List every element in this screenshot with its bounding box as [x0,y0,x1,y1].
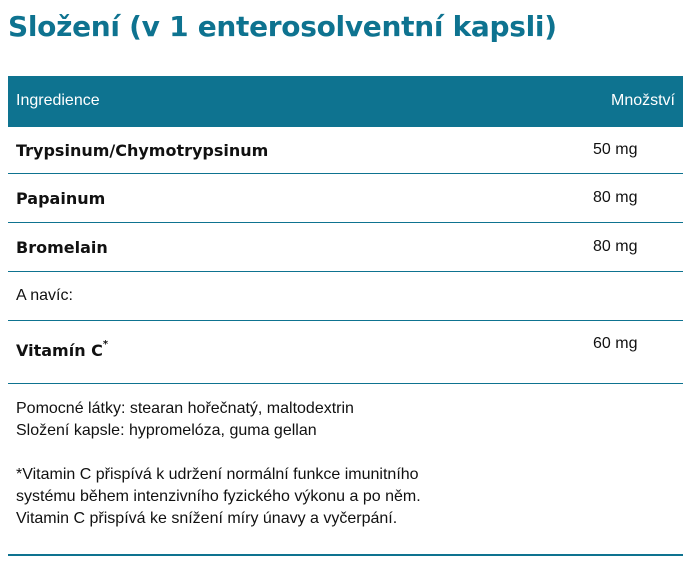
vitamin-name: Vitamín C [16,341,103,360]
table-row [8,174,683,223]
header-amount: Množství [610,91,675,109]
footnote-line: Vitamin C přispívá ke snížení míry únavy a vyčerpání. [16,510,398,527]
vitamin-name-cell [16,341,108,360]
page-title: Složení (v 1 enterosolventní kapsli) [8,10,557,43]
excipients-note: Pomocné látky: stearan hořečnatý, maltodextrin [16,400,354,417]
table-row [8,125,683,174]
header-ingredient: Ingredience [16,91,100,109]
ingredient-name: Trypsinum/Chymotrypsinum [16,140,269,160]
ingredient-name: Bromelain [16,237,108,257]
notes-gap [16,442,675,464]
extra-label: A navíc: [16,287,73,304]
ingredient-amount: 50 mg [593,141,638,158]
table-row [8,223,683,272]
capsule-note: Složení kapsle: hypromelóza, guma gellan [16,422,317,439]
footnote-line: systému během intenzivního fyzického výkonu a po něm. [16,488,421,505]
footnote-marker: * [102,339,109,350]
ingredient-amount: 80 mg [593,189,638,206]
footnote-line: *Vitamin C přispívá k udržení normální funkce imunitního [16,466,419,483]
vitamin-row [8,321,683,384]
ingredient-amount: 80 mg [593,238,638,255]
composition-table [8,76,683,556]
extra-label-row [8,272,683,321]
notes-section [8,384,683,556]
table-header [8,76,683,125]
vitamin-amount: 60 mg [593,335,638,352]
ingredient-name: Papainum [16,188,106,208]
